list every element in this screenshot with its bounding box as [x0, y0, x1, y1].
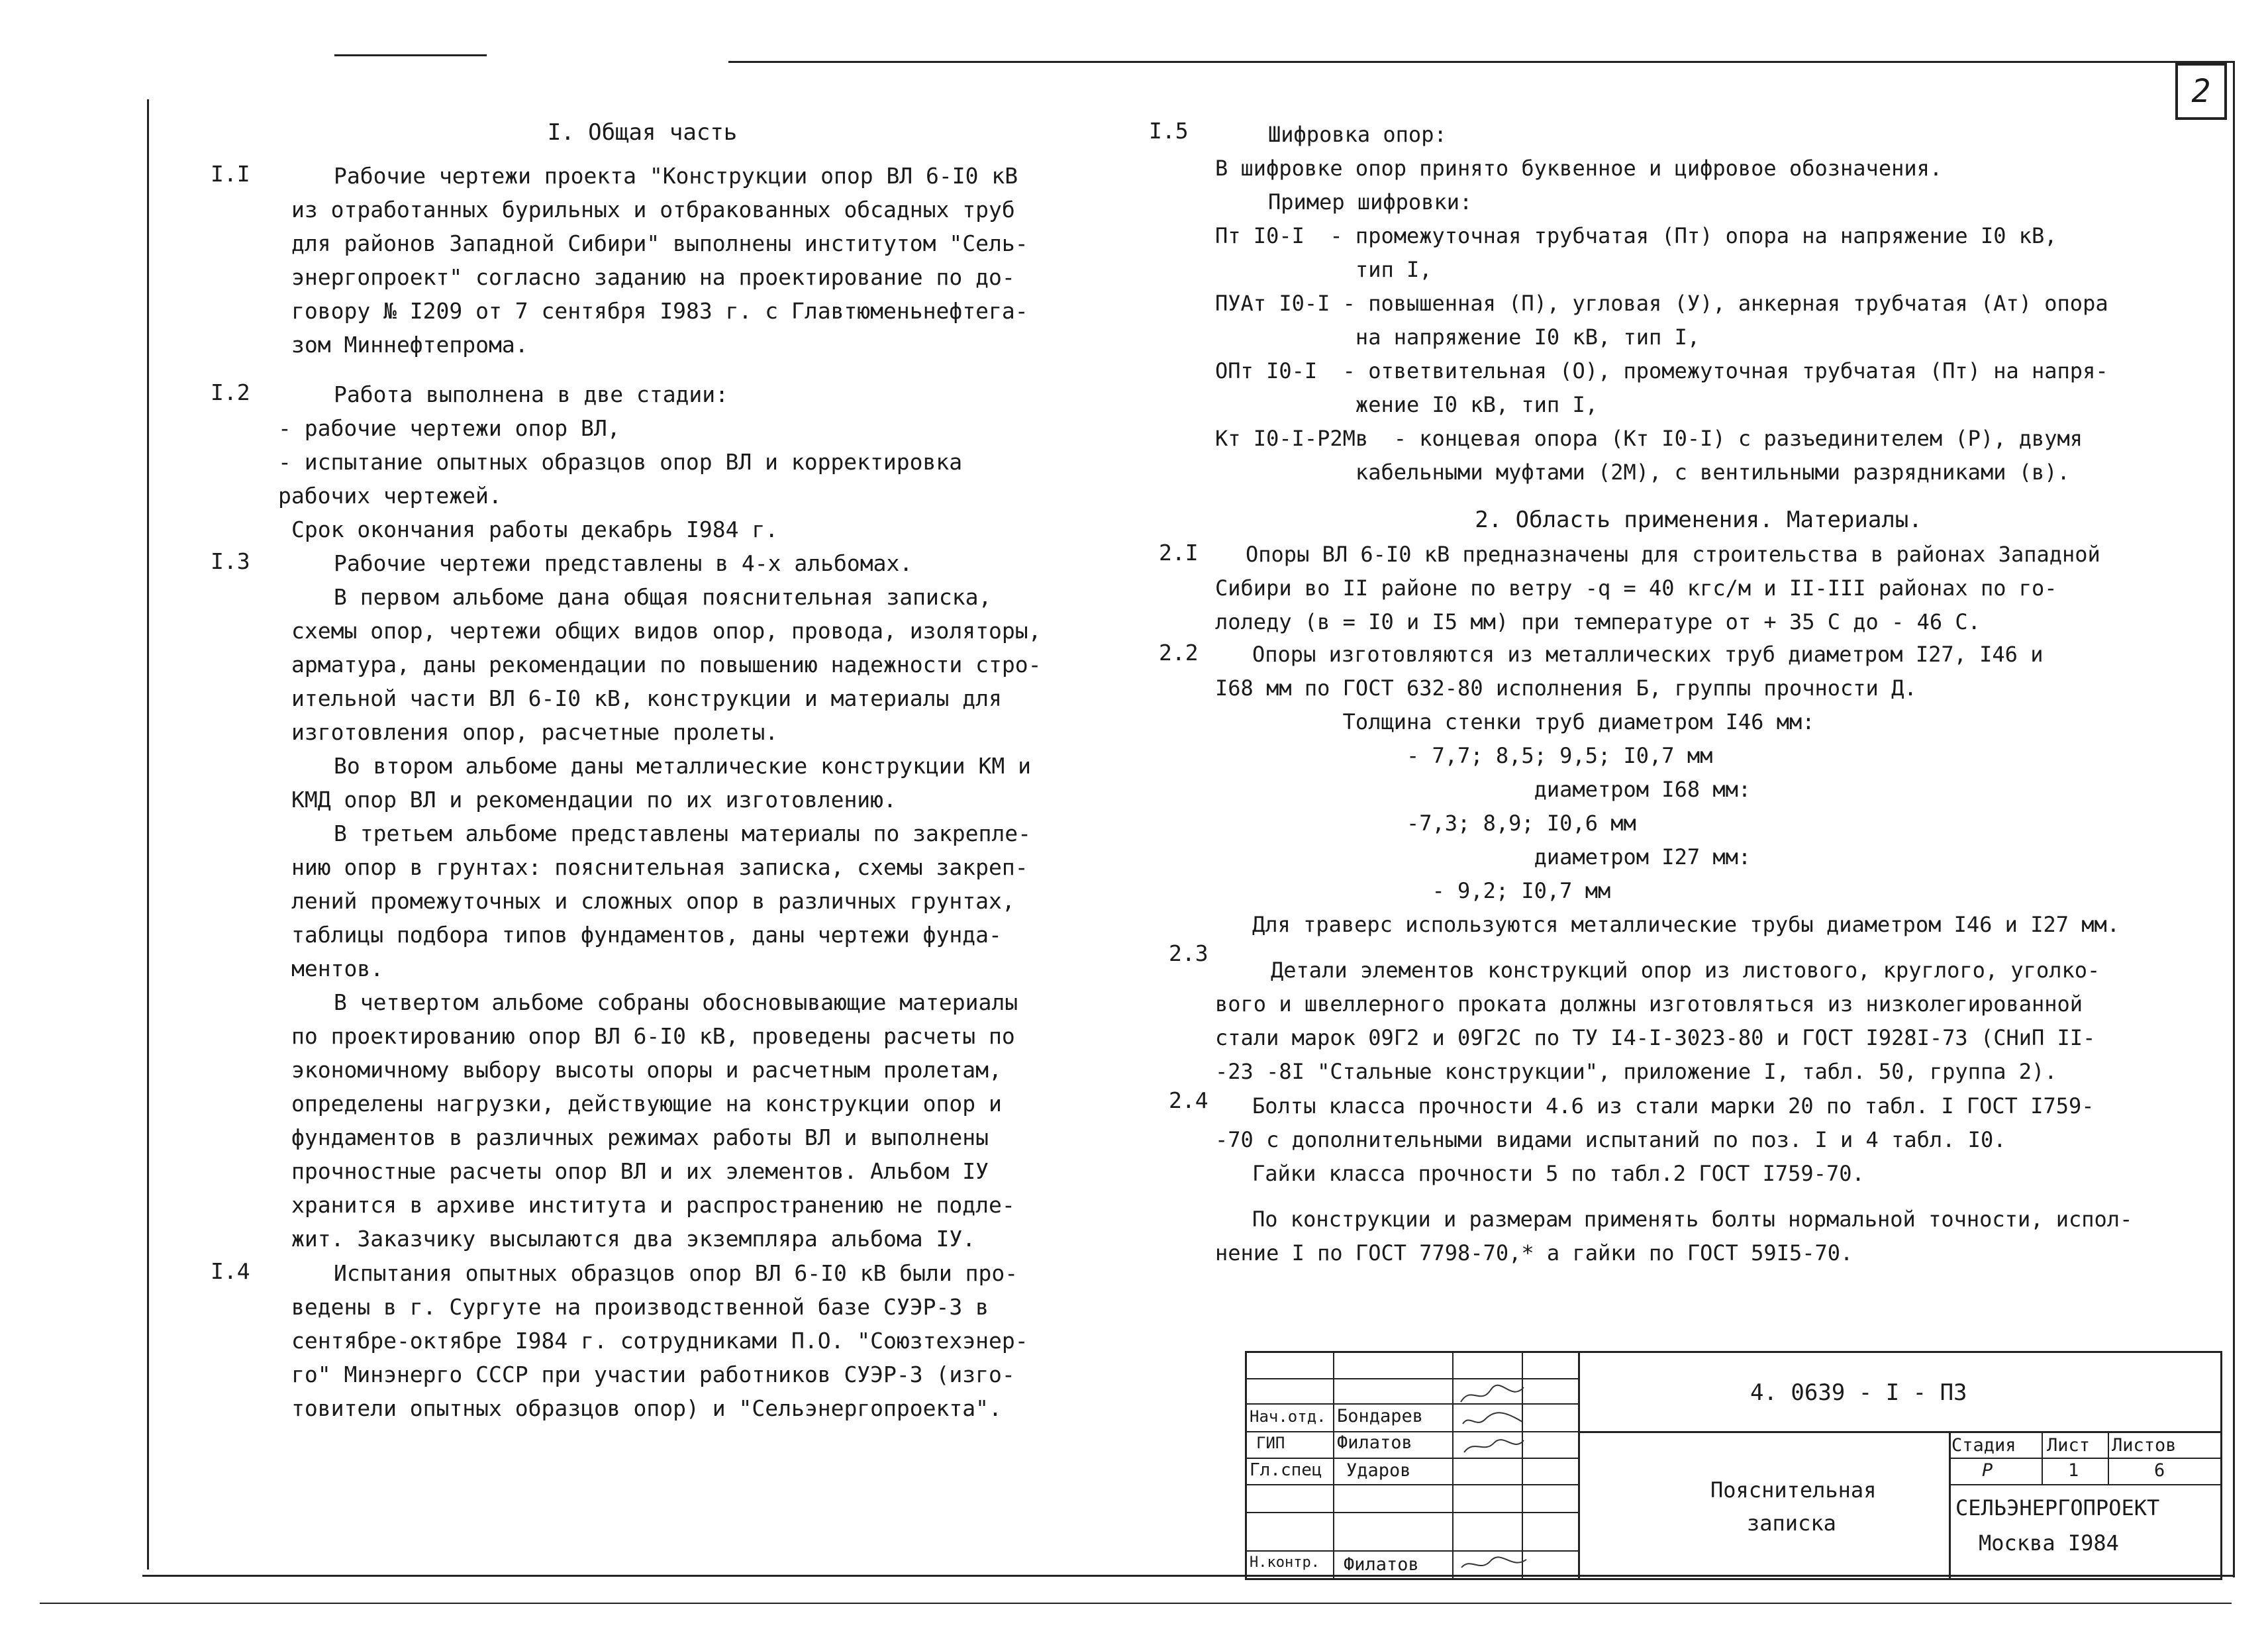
signature-bondarev — [1457, 1382, 1530, 1409]
frame-right — [2233, 61, 2235, 1577]
organization-name: СЕЛЬЭНЕРГОПРОЕКТ — [1955, 1495, 2160, 1520]
sheet-value: 1 — [2068, 1460, 2079, 1481]
text-line: схемы опор, чертежи общих видов опор, провода, изоляторы, — [291, 618, 1042, 644]
text-line: зом Миннефтепрома. — [291, 332, 528, 358]
text-line: вого и швеллерного проката должны изготовляться из низколегированной — [1215, 991, 2083, 1017]
item-number: I.3 — [211, 548, 250, 574]
role-name: Филатов — [1344, 1554, 1419, 1575]
text-line — [1215, 1191, 2132, 1203]
text-line: Опоры изготовляются из металлических труб диаметром I27, I46 и — [1252, 642, 2044, 667]
section-2-title: 2. Область применения. Материалы. — [1475, 507, 1922, 533]
text-line: ментов. — [291, 956, 384, 981]
text-line: Работа выполнена в две стадии: — [334, 381, 729, 407]
frame-left — [147, 99, 149, 1569]
item-number: 2.2 — [1159, 640, 1199, 666]
text-line: прочностные расчеты опор ВЛ и их элементов. Альбом IУ — [291, 1158, 989, 1184]
frame-top — [728, 61, 2235, 63]
text-line: Болты класса прочности 4.6 из стали марки 20 по табл. I ГОСТ I759- — [1252, 1093, 2095, 1119]
text-line: лоледу (в = I0 и I5 мм) при температуре от + 35 С до - 46 С. — [1215, 609, 1981, 634]
tb-hline — [1578, 1431, 2220, 1433]
sheets-value: 6 — [2154, 1460, 2165, 1481]
text-line: го" Минэнерго СССР при участии работников СУЭР-3 (изго- — [291, 1362, 1015, 1387]
text-line: Шифровка опор: — [1268, 122, 1447, 147]
item-1-3-text — [291, 546, 1041, 1256]
text-line: Для траверс используются металлические трубы диаметром I46 и I27 мм. — [1252, 912, 2120, 937]
text-line: арматура, даны рекомендации по повышению надежности стро- — [291, 652, 1042, 677]
city-year: Москва I984 — [1979, 1530, 2119, 1556]
role-name: Ударов — [1346, 1460, 1411, 1481]
text-line: изготовления опор, расчетные пролеты. — [291, 719, 779, 745]
text-line: По конструкции и размерам применять болты нормальной точности, испол- — [1252, 1207, 2133, 1232]
tb-vline — [1949, 1431, 1951, 1578]
item-number: 2.3 — [1169, 940, 1208, 966]
item-number: I.2 — [211, 379, 250, 405]
text-line: - 9,2; I0,7 мм — [1215, 878, 1611, 903]
text-line: ительной части ВЛ 6-I0 кВ, конструкции и материалы для — [291, 685, 1002, 711]
text-line: на напряжение I0 кВ, тип I, — [1215, 324, 1701, 350]
tb-hline — [1247, 1484, 1578, 1485]
text-line: В третьем альбоме представлены материалы по закрепле- — [334, 821, 1031, 846]
text-line: товители опытных образцов опор) и "Сельэнергопроекта". — [291, 1395, 1002, 1421]
stage-label: Стадия — [1951, 1435, 2016, 1456]
text-line: Опоры ВЛ 6-I0 кВ предназначены для строительства в районах Западной — [1246, 542, 2100, 567]
signature-udarov — [1457, 1434, 1530, 1460]
item-1-2-text — [278, 377, 962, 546]
text-line: КМД опор ВЛ и рекомендации по их изготовлению. — [291, 787, 897, 813]
text-line: стали марок 09Г2 и 09Г2С по ТУ I4-I-3023-80 и ГОСТ I928I-73 (СНиП II- — [1215, 1025, 2096, 1050]
role-name: Филатов — [1337, 1432, 1412, 1453]
text-line: Сибири во II районе по ветру -q = 40 кгс/м и II-III районах по го- — [1215, 575, 2057, 601]
text-line: ПУАт I0-I - повышенная (П), угловая (У), анкерная трубчатая (Ат) опора — [1215, 291, 2108, 316]
tb-hline — [1247, 1378, 1578, 1379]
text-line: Во втором альбоме даны металлические конструкции КМ и — [334, 753, 1031, 779]
section-1-title: I. Общая часть — [547, 119, 738, 146]
sheet-number: 2 — [2175, 63, 2227, 120]
text-line: рабочих чертежей. — [278, 483, 502, 509]
text-line: Толщина стенки труб диаметром I46 мм: — [1215, 709, 1815, 734]
role-label: Нач.отд. — [1250, 1407, 1326, 1426]
item-2-2-text — [1215, 638, 2120, 942]
sheet-label: Лист — [2047, 1435, 2091, 1456]
text-line: Рабочие чертежи проекта "Конструкции опор ВЛ 6-I0 кВ — [334, 163, 1018, 189]
text-line: Детали элементов конструкций опор из листового, круглого, уголко- — [1271, 958, 2100, 983]
text-line: по проектированию опор ВЛ 6-I0 кВ, проведены расчеты по — [291, 1023, 1015, 1049]
text-line: говору № I209 от 7 сентября I983 г. с Главтюменьнефтега- — [291, 298, 1028, 324]
text-line: Пт I0-I - промежуточная трубчатая (Пт) опора на напряжение I0 кВ, — [1215, 223, 2057, 248]
text-line: - испытание опытных образцов опор ВЛ и корректировка — [278, 449, 963, 475]
text-line: для районов Западной Сибири" выполнены институтом "Сель- — [291, 230, 1028, 256]
text-line: Пример шифровки: — [1268, 189, 1473, 215]
role-name: Бондарев — [1337, 1406, 1424, 1426]
text-line: кабельными муфтами (2М), с вентильными разрядниками (в). — [1215, 460, 2070, 485]
text-line: Кт I0-I-Р2Мв - концевая опора (Кт I0-I) с разъединителем (Р), двумя — [1215, 426, 2083, 451]
item-number: I.4 — [211, 1258, 250, 1284]
tb-vline — [1578, 1353, 1580, 1578]
text-line: энергопроект" согласно заданию на проектирование по до- — [291, 264, 1015, 290]
text-line: - 7,7; 8,5; 9,5; I0,7 мм — [1215, 743, 1713, 768]
tb-hline — [1949, 1484, 2220, 1485]
text-line: диаметром I27 мм: — [1215, 844, 1751, 870]
text-line: определены нагрузки, действующие на конструкции опор и — [291, 1091, 1002, 1117]
item-2-1-text — [1215, 538, 2100, 639]
text-line: В шифровке опор принято буквенное и цифровое обозначения. — [1215, 156, 1943, 181]
frame-outer-bottom — [40, 1603, 2232, 1604]
text-line: ведены в г. Сургуте на производственной базе СУЭР-3 в — [291, 1294, 989, 1320]
tb-vline — [1333, 1353, 1334, 1578]
text-line: диаметром I68 мм: — [1215, 777, 1751, 802]
text-line: из отработанных бурильных и отбракованных обсадных труб — [291, 197, 1015, 223]
text-line: -7,3; 8,9; I0,6 мм — [1215, 811, 1636, 836]
signature-filatov-nk — [1457, 1550, 1530, 1579]
text-line: В четвертом альбоме собраны обосновывающие материалы — [334, 989, 1018, 1015]
item-1-5-text — [1215, 118, 2108, 489]
text-line: хранится в архиве института и распространению не подле- — [291, 1192, 1015, 1218]
item-number: 2.4 — [1169, 1087, 1208, 1113]
item-2-4-text — [1215, 1089, 2132, 1270]
role-label: Гл.спец — [1250, 1460, 1322, 1480]
doc-title-line-1: Пояснительная — [1710, 1477, 1877, 1503]
item-1-4-text — [291, 1256, 1028, 1425]
text-line: лений промежуточных и сложных опор в различных грунтах, — [291, 888, 1015, 914]
text-line: I68 мм по ГОСТ 632-80 исполнения Б, группы прочности Д. — [1215, 675, 1917, 701]
text-line: жит. Заказчику высылаются два экземпляра альбома IУ. — [291, 1226, 976, 1252]
left-section-title-wrap — [199, 116, 1086, 150]
text-line: нение I по ГОСТ 7798-70,* а гайки по ГОСТ 59I5-70. — [1215, 1240, 1853, 1266]
frame-top-left-stub — [334, 54, 487, 56]
text-line: таблицы подбора типов фундаментов, даны чертежи фунда- — [291, 922, 1002, 948]
text-line: -70 с дополнительными видами испытаний по поз. I и 4 табл. I0. — [1215, 1127, 2006, 1152]
item-1-1-text — [291, 159, 1028, 362]
item-2-3-text — [1215, 954, 2100, 1089]
tb-vline — [2108, 1431, 2109, 1484]
title-block — [1245, 1351, 2222, 1580]
doc-title-line-2: записка — [1747, 1511, 1836, 1536]
text-line: экономичному выбору высоты опоры и расчетным пролетам, — [291, 1057, 1002, 1083]
role-label: Н.контр. — [1250, 1554, 1320, 1571]
tb-vline — [1452, 1353, 1454, 1578]
tb-hline — [1247, 1512, 1578, 1513]
item-number: I.I — [211, 161, 250, 187]
text-line: Гайки класса прочности 5 по табл.2 ГОСТ I759-70. — [1252, 1161, 1865, 1186]
signature-filatov — [1457, 1407, 1530, 1434]
text-line: Срок окончания работы декабрь I984 г. — [291, 517, 779, 542]
item-number: I.5 — [1149, 118, 1189, 144]
text-line: -23 -8I "Стальные конструкции", приложение I, табл. 50, группа 2). — [1215, 1059, 2057, 1084]
stage-value: Р — [1982, 1460, 1993, 1481]
tb-vline — [2042, 1431, 2043, 1484]
text-line: В первом альбоме дана общая пояснительная записка, — [334, 584, 992, 610]
text-line: нию опор в грунтах: пояснительная записка, схемы закреп- — [291, 854, 1028, 880]
text-line: тип I, — [1215, 257, 1432, 282]
text-line: - рабочие чертежи опор ВЛ, — [278, 415, 620, 441]
text-line: Испытания опытных образцов опор ВЛ 6-I0 кВ были про- — [334, 1260, 1018, 1286]
text-line: сентябре-октябре I984 г. сотрудниками П.О. "Союзтехэнер- — [291, 1328, 1028, 1354]
doc-code: 4. 0639 - I - ПЗ — [1750, 1379, 1967, 1406]
item-number: 2.I — [1159, 540, 1199, 566]
role-label: ГИП — [1256, 1434, 1285, 1452]
text-line: фундаментов в различных режимах работы ВЛ и выполнены — [291, 1124, 989, 1150]
tb-hline — [1949, 1458, 2220, 1459]
text-line: жение I0 кВ, тип I, — [1215, 392, 1598, 417]
sheets-label: Листов — [2112, 1435, 2177, 1456]
text-line: Рабочие чертежи представлены в 4-х альбомах. — [334, 550, 913, 576]
section-2-title-wrap — [1215, 503, 2182, 537]
text-line: ОПт I0-I - ответвительная (О), промежуточная трубчатая (Пт) на напря- — [1215, 358, 2108, 383]
